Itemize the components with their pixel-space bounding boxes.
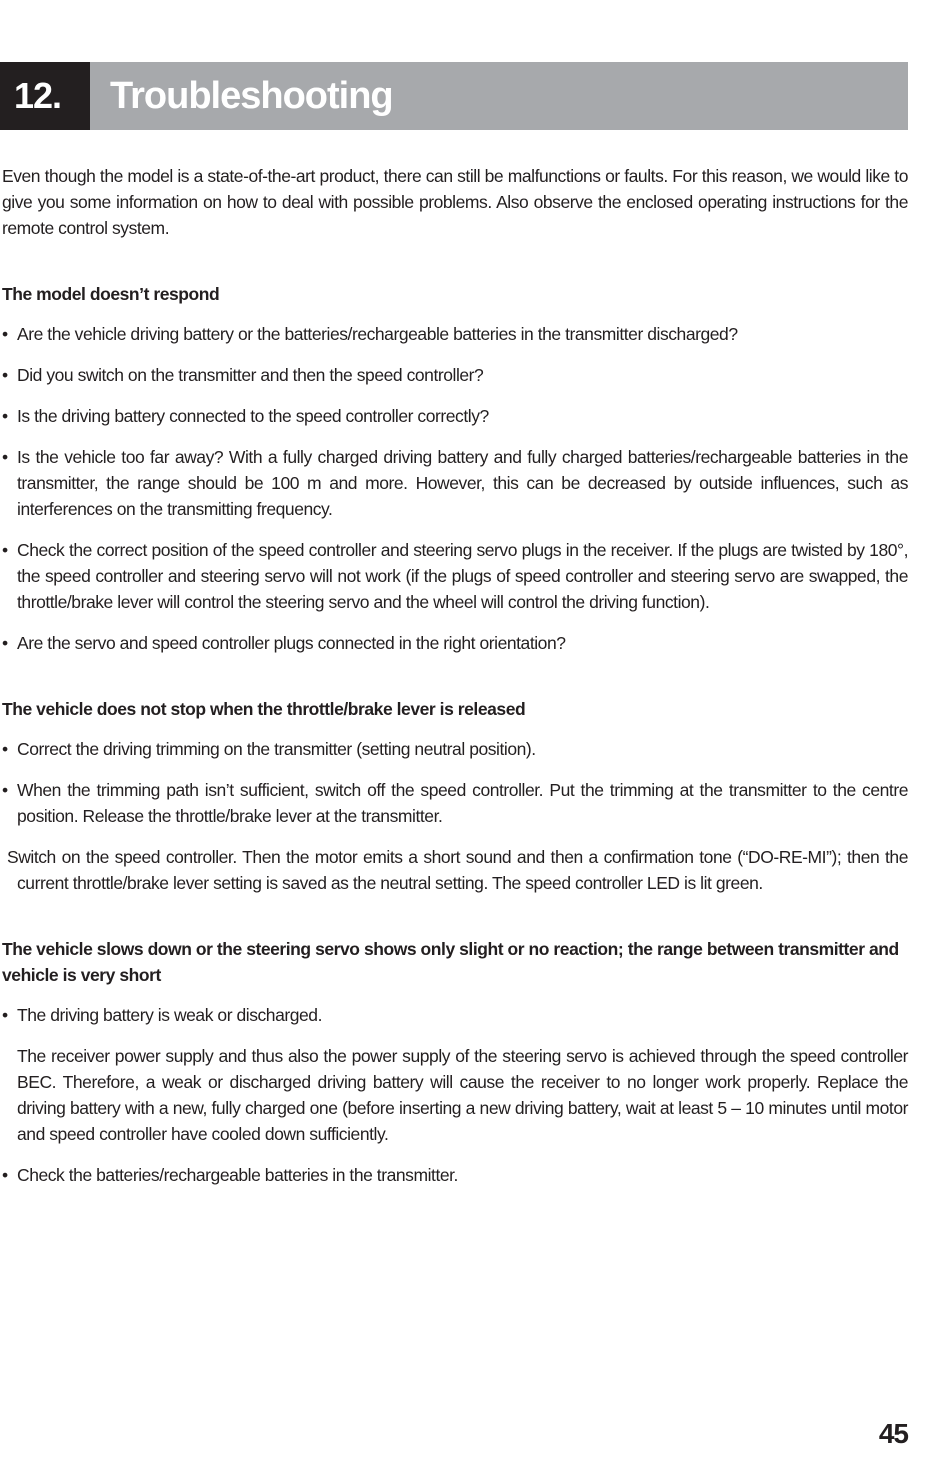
list-item-text: Correct the driving trimming on the transmitter (setting neutral position). xyxy=(17,739,536,759)
list-item xyxy=(2,630,908,656)
list-item xyxy=(2,736,908,762)
heading-slows-down: The vehicle slows down or the steering servo shows only slight or no reaction; the range between transmitter and vehicle is very short xyxy=(2,939,899,985)
list-item xyxy=(2,444,908,522)
section-number: 12. xyxy=(0,62,90,130)
list-item xyxy=(2,362,908,388)
list-item-text: Did you switch on the transmitter and then the speed controller? xyxy=(17,365,484,385)
page-content xyxy=(2,163,908,1203)
explanation-paragraph: The receiver power supply and thus also the power supply of the steering servo is achieved through the speed controller BEC. Therefore, a weak or discharged driving battery will cause the receiver to no longer work properly. Replace the driving battery with a new, fully charged one (before inserting a new driving battery, wait at least 5 – 10 minutes until motor and speed controller have cooled down sufficiently. xyxy=(17,1046,908,1144)
list-item xyxy=(2,1002,908,1028)
bullet-icon: • xyxy=(2,633,8,653)
list-item-text: The driving battery is weak or discharged. xyxy=(17,1005,323,1025)
bullet-icon: • xyxy=(2,739,8,759)
bullet-icon: • xyxy=(2,324,8,344)
list-item-text: Check the batteries/rechargeable batteries in the transmitter. xyxy=(17,1165,458,1185)
heading-does-not-stop: The vehicle does not stop when the throttle/brake lever is released xyxy=(2,699,526,719)
bullet-icon: • xyxy=(2,406,8,426)
list-item xyxy=(2,1162,908,1188)
list-item-text: Are the servo and speed controller plugs connected in the right orientation? xyxy=(17,633,566,653)
bullet-icon: • xyxy=(2,540,8,560)
list-item-text: Check the correct position of the speed controller and steering servo plugs in the receiver. If the plugs are twisted by 180°, the speed controller and steering servo will not work (if the plugs of speed controller and steering servo are swapped, the throttle/brake lever will control the steering servo and the wheel will control the driving function). xyxy=(17,540,908,612)
page-number: 45 xyxy=(878,1418,908,1449)
note-paragraph: Switch on the speed controller. Then the motor emits a short sound and then a confirmation tone (“DO-RE-MI”); then the current throttle/brake lever setting is saved as the neutral setting. The speed controller LED is lit green. xyxy=(7,847,908,893)
bullet-icon: • xyxy=(2,447,8,467)
list-item xyxy=(2,403,908,429)
bullet-icon: • xyxy=(2,780,8,800)
list-item xyxy=(2,321,908,347)
section-title: Troubleshooting xyxy=(90,62,908,130)
list-item xyxy=(2,537,908,615)
section-title-bar xyxy=(0,62,908,130)
bullet-icon: • xyxy=(2,1005,8,1025)
heading-no-response: The model doesn’t respond xyxy=(2,284,220,304)
list-item-text: When the trimming path isn’t sufficient, switch off the speed controller. Put the trimming at the transmitter to the centre position. Release the throttle/brake lever at the transmitter. xyxy=(17,780,908,826)
intro-paragraph: Even though the model is a state-of-the-art product, there can still be malfunctions or faults. For this reason, we would like to give you some information on how to deal with possible problems. Also observe the enclosed operating instructions for the remote control system. xyxy=(2,166,908,238)
bullet-icon: • xyxy=(2,1165,8,1185)
list-item xyxy=(2,777,908,829)
bullet-icon: • xyxy=(2,365,8,385)
list-item-text: Is the vehicle too far away? With a fully charged driving battery and fully charged batteries/rechargeable batteries in the transmitter, the range should be 100 m and more. However, this can be decreased by outside influences, such as interferences on the transmitting frequency. xyxy=(17,447,908,519)
list-item-text: Is the driving battery connected to the speed controller correctly? xyxy=(17,406,489,426)
list-item-text: Are the vehicle driving battery or the batteries/rechargeable batteries in the transmitter discharged? xyxy=(17,324,738,344)
